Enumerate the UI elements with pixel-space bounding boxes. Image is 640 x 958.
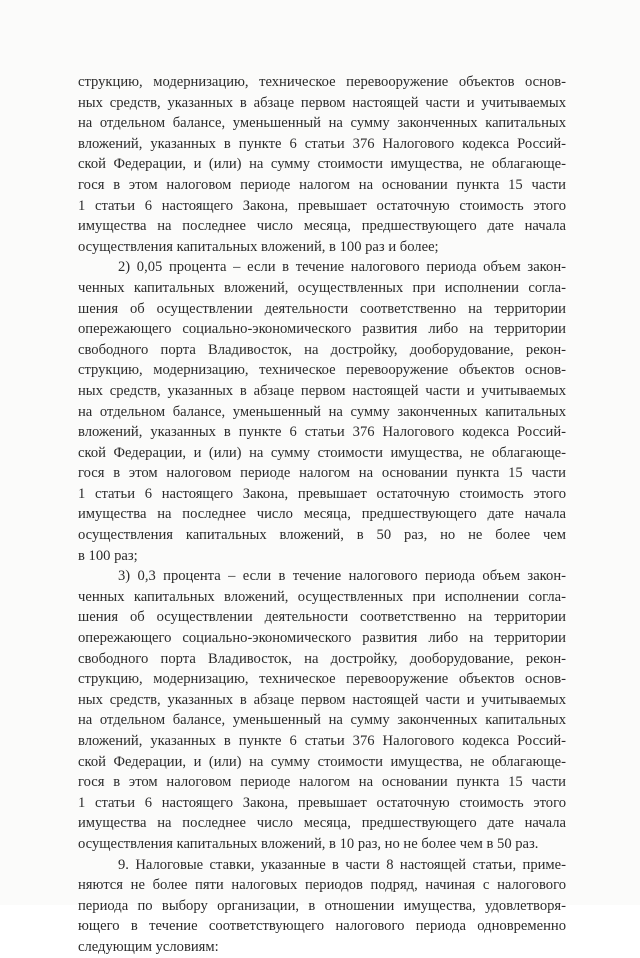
text-line: гося в этом налоговом периоде налогом на основании пункта 15 части	[78, 176, 566, 193]
text-line: ных средств, указанных в абзаце первом настоящей части и учитываемых	[78, 382, 566, 399]
paragraph-item-3	[78, 566, 566, 854]
text-line: 1 статьи 6 настоящего Закона, превышает остаточную стоимость этого	[78, 485, 566, 502]
paragraph-point-9	[78, 855, 566, 958]
text-line: гося в этом налоговом периоде налогом на основании пункта 15 части	[78, 465, 566, 482]
text-line: ченных капитальных вложений, осуществленных при исполнении согла-	[78, 588, 566, 605]
text-line: 1 статьи 6 настоящего Закона, превышает остаточную стоимость этого	[78, 197, 566, 214]
text-line: опережающего социально-экономического развития либо на территории	[78, 630, 566, 647]
paragraph-continuation	[78, 72, 566, 257]
text-line: свободного порта Владивосток, на достройку, дооборудование, рекон-	[78, 650, 566, 667]
text-line: 2) 0,05 процента – если в течение налогового периода объем закон-	[118, 259, 566, 276]
text-line: имущества на последнее число месяца, предшествующего дате начала	[78, 506, 566, 523]
text-line: имущества на последнее число месяца, предшествующего дате начала	[78, 815, 566, 832]
text-line: в 100 раз;	[78, 547, 138, 564]
text-line: шения об осуществлении деятельности соответственно на территории	[78, 609, 566, 626]
text-line: вложений, указанных в пункте 6 статьи 376 Налогового кодекса Россий-	[78, 135, 566, 152]
text-line: на отдельном балансе, уменьшенный на сумму законченных капитальных	[78, 115, 566, 132]
text-line: ченных капитальных вложений, осуществленных при исполнении согла-	[78, 279, 566, 296]
text-line: ющего в течение соответствующего налогового периода одновременно	[78, 918, 566, 935]
text-line: вложений, указанных в пункте 6 статьи 376 Налогового кодекса Россий-	[78, 733, 566, 749]
text-line: имущества на последнее число месяца, предшествующего дате начала	[78, 218, 566, 235]
text-line: периода по выбору организации, в отношении имущества, удовлетворя-	[78, 897, 566, 914]
text-line: няются не более пяти налоговых периодов подряд, начиная с налогового	[78, 877, 566, 894]
text-line: гося в этом налоговом периоде налогом на основании пункта 15 части	[78, 774, 566, 791]
text-line: 3) 0,3 процента – если в течение налогового периода объем закон-	[118, 568, 566, 585]
text-line: шения об осуществлении деятельности соответственно на территории	[78, 300, 566, 317]
text-line: следующим условиям:	[78, 938, 219, 955]
text-line: вложений, указанных в пункте 6 статьи 376 Налогового кодекса Россий-	[78, 424, 566, 441]
text-line: 9. Налоговые ставки, указанные в части 8 настоящей статьи, приме-	[118, 856, 566, 873]
text-line: на отдельном балансе, уменьшенный на сумму законченных капитальных	[78, 403, 566, 420]
text-line: струкцию, модернизацию, техническое перевооружение объектов основ-	[78, 74, 566, 90]
text-line: ской Федерации, и (или) на сумму стоимости имущества, не облагающе-	[78, 753, 566, 770]
text-line: опережающего социально-экономического развития либо на территории	[78, 321, 566, 338]
text-line: свободного порта Владивосток, на достройку, дооборудование, рекон-	[78, 341, 566, 358]
paragraph-item-2	[78, 257, 566, 566]
text-line: осуществления капитальных вложений, в 50 раз, но не более чем	[78, 527, 566, 544]
text-line: ных средств, указанных в абзаце первом настоящей части и учитываемых	[78, 94, 566, 111]
document-body	[78, 72, 566, 958]
text-line: осуществления капитальных вложений, в 100 раз и более;	[78, 238, 439, 255]
text-line: ской Федерации, и (или) на сумму стоимости имущества, не облагающе-	[78, 156, 566, 173]
text-line: струкцию, модернизацию, техническое перевооружение объектов основ-	[78, 362, 566, 379]
text-line: осуществления капитальных вложений, в 10 раз, но не более чем в 50 раз.	[78, 835, 539, 852]
text-line: ской Федерации, и (или) на сумму стоимости имущества, не облагающе-	[78, 444, 566, 461]
text-line: на отдельном балансе, уменьшенный на сумму законченных капитальных	[78, 712, 566, 729]
text-line: ных средств, указанных в абзаце первом настоящей части и учитываемых	[78, 691, 566, 708]
text-line: струкцию, модернизацию, техническое перевооружение объектов основ-	[78, 671, 566, 688]
text-line: 1 статьи 6 настоящего Закона, превышает остаточную стоимость этого	[78, 794, 566, 811]
